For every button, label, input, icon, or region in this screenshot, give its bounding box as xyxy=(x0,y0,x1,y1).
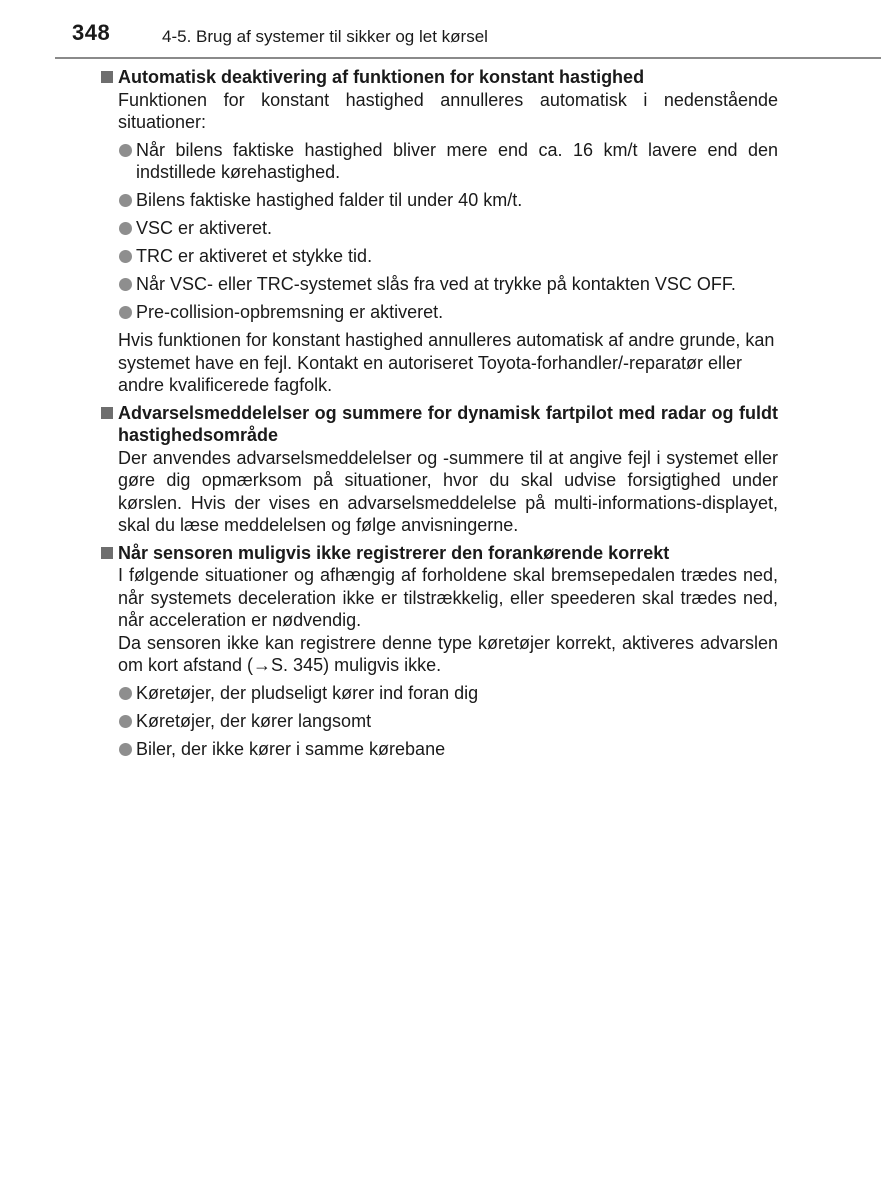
section-sensor-detection xyxy=(100,542,778,761)
section-body: I følgende situationer og afhængig af forholdene skal bremsepedalen trædes ned, når systemets deceleration ikke er tilstrækkelig, eller speederen skal trædes ned, når acceleration er nødvendig. xyxy=(118,565,778,630)
page-header xyxy=(0,0,881,60)
circle-bullet-icon xyxy=(119,278,132,291)
chapter-title: 4-5. Brug af systemer til sikker og let kørsel xyxy=(162,27,488,46)
circle-bullet-icon xyxy=(119,687,132,700)
list-item: Når bilens faktiske hastighed bliver mere end ca. 16 km/t lavere end den indstillede kørehastighed. xyxy=(100,139,778,184)
square-bullet-icon xyxy=(101,71,113,83)
list-item: Bilens faktiske hastighed falder til under 40 km/t. xyxy=(100,189,778,212)
list-item: Pre-collision-opbremsning er aktiveret. xyxy=(100,301,778,324)
circle-bullet-icon xyxy=(119,144,132,157)
page-number: 348 xyxy=(72,20,111,45)
section-heading: Når sensoren muligvis ikke registrerer den forankørende korrekt xyxy=(100,542,778,565)
circle-bullet-icon xyxy=(119,222,132,235)
circle-bullet-icon xyxy=(119,743,132,756)
page-content xyxy=(100,66,778,766)
section-warning-messages xyxy=(100,402,778,537)
list-item: Køretøjer, der pludseligt kører ind foran dig xyxy=(100,682,778,705)
list-item: Køretøjer, der kører langsomt xyxy=(100,710,778,733)
square-bullet-icon xyxy=(101,547,113,559)
square-bullet-icon xyxy=(101,407,113,419)
list-item: TRC er aktiveret et stykke tid. xyxy=(100,245,778,268)
section-body: Da sensoren ikke kan registrere denne type køretøjer korrekt, aktiveres advarslen om kort afstand (→S. 345) muligvis ikke. xyxy=(118,632,778,675)
circle-bullet-icon xyxy=(119,715,132,728)
header-divider xyxy=(55,57,881,59)
circle-bullet-icon xyxy=(119,306,132,319)
list-item: VSC er aktiveret. xyxy=(100,217,778,240)
section-heading: Automatisk deaktivering af funktionen for konstant hastighed xyxy=(100,66,778,89)
section-heading: Advarselsmeddelelser og summere for dynamisk fartpilot med radar og fuldt hastighedsområde xyxy=(100,402,778,447)
section-auto-deactivation xyxy=(100,66,778,397)
section-intro: Funktionen for konstant hastighed annulleres automatisk i nedenstående situationer: xyxy=(118,89,778,132)
list-item: Når VSC- eller TRC-systemet slås fra ved at trykke på kontakten VSC OFF. xyxy=(100,273,778,296)
section-outro: Hvis funktionen for konstant hastighed annulleres automatisk af andre grunde, kan systemet have en fejl. Kontakt en autoriseret Toyota-forhandler/-reparatør eller andre kvalificerede fagfolk. xyxy=(118,330,775,395)
circle-bullet-icon xyxy=(119,194,132,207)
list-item: Biler, der ikke kører i samme kørebane xyxy=(100,738,778,761)
section-body: Der anvendes advarselsmeddelelser og -summere til at angive fejl i systemet eller gøre dig opmærksom på situationer, hvor du skal udvise forsigtighed under kørslen. Hvis der vises en advarselsmeddelelse på multi-informations-displayet, skal du læse meddelelsen og følge anvisningerne. xyxy=(118,447,778,535)
circle-bullet-icon xyxy=(119,250,132,263)
